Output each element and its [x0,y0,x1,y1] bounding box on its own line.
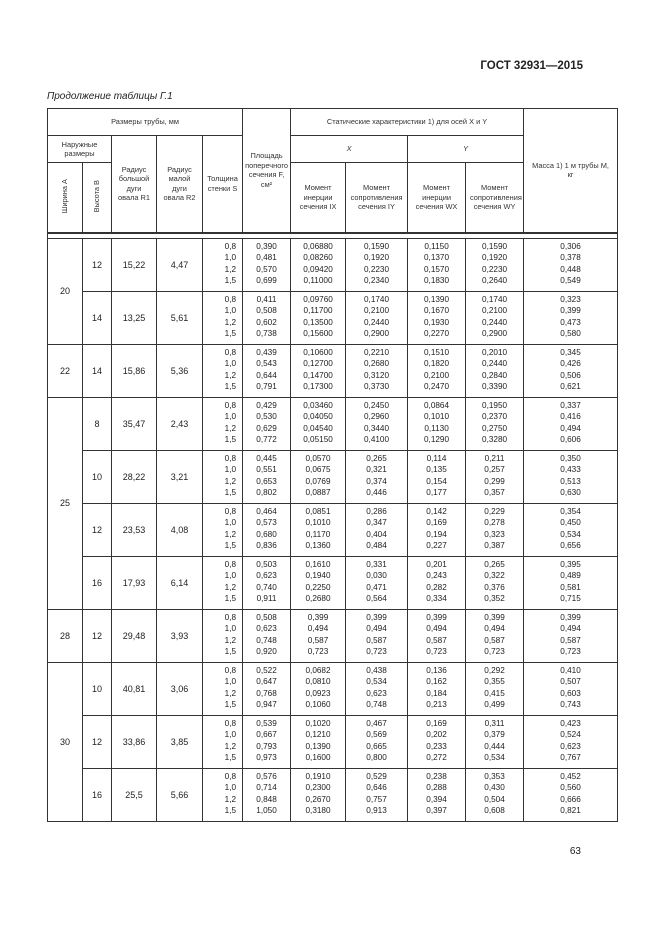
iy-values: 0,2450 0,2960 0,3440 0,4100 [346,398,408,451]
header-ix: Момент инерции сечения IX [291,163,346,233]
wx-values: 0,1390 0,1670 0,1930 0,2270 [408,292,466,345]
r1-cell: 40,81 [112,663,157,716]
iy-values: 0,265 0,321 0,374 0,446 [346,451,408,504]
mass-values: 0,345 0,426 0,506 0,621 [524,345,618,398]
ix-values: 0,0570 0,0675 0,0769 0,0887 [291,451,346,504]
area-values: 0,429 0,530 0,629 0,772 [243,398,291,451]
mass-values: 0,452 0,560 0,666 0,821 [524,769,618,822]
header-static: Статические характеристики 1) для осей X и Y [291,109,524,136]
wx-values: 0,1510 0,1820 0,2100 0,2470 [408,345,466,398]
area-values: 0,390 0,481 0,570 0,699 [243,239,291,292]
thickness-values: 0,8 1,0 1,2 1,5 [203,398,243,451]
width-cell: 28 [48,610,83,663]
table-row [48,345,618,398]
r1-cell: 13,25 [112,292,157,345]
r1-cell: 23,53 [112,504,157,557]
iy-values: 0,2210 0,2680 0,3120 0,3730 [346,345,408,398]
table-row [48,716,618,769]
wy-values: 0,311 0,379 0,444 0,534 [466,716,524,769]
header-height-text: Высота B [92,179,102,213]
header-height [83,163,112,233]
height-cell: 12 [83,239,112,292]
ix-values: 0,03460 0,04050 0,04540 0,05150 [291,398,346,451]
wx-values: 0,238 0,288 0,394 0,397 [408,769,466,822]
ix-values: 0,1020 0,1210 0,1390 0,1600 [291,716,346,769]
iy-values: 0,1590 0,1920 0,2230 0,2340 [346,239,408,292]
r1-cell: 15,86 [112,345,157,398]
area-values: 0,522 0,647 0,768 0,947 [243,663,291,716]
wy-values: 0,1950 0,2370 0,2750 0,3280 [466,398,524,451]
ix-values: 0,06880 0,08260 0,09420 0,11000 [291,239,346,292]
height-cell: 12 [83,504,112,557]
mass-values: 0,399 0,494 0,587 0,723 [524,610,618,663]
ix-values: 0,10600 0,12700 0,14700 0,17300 [291,345,346,398]
table-row [48,504,618,557]
iy-values: 0,1740 0,2100 0,2440 0,2900 [346,292,408,345]
table-row [48,557,618,610]
mass-values: 0,337 0,416 0,494 0,606 [524,398,618,451]
area-values: 0,576 0,714 0,848 1,050 [243,769,291,822]
header-mass-text: Масса 1) 1 м трубы M, кг [532,160,609,180]
r1-cell: 17,93 [112,557,157,610]
wy-values: 0,1740 0,2100 0,2440 0,2900 [466,292,524,345]
ix-values: 0,0851 0,1010 0,1170 0,1360 [291,504,346,557]
height-cell: 16 [83,557,112,610]
mass-values: 0,350 0,433 0,513 0,630 [524,451,618,504]
wx-values: 0,0864 0,1010 0,1130 0,1290 [408,398,466,451]
r2-cell: 4,08 [157,504,203,557]
r1-cell: 15,22 [112,239,157,292]
height-cell: 12 [83,716,112,769]
wy-values: 0,265 0,322 0,376 0,352 [466,557,524,610]
header-thickness: Толщина стенки S [203,136,243,233]
area-values: 0,503 0,623 0,740 0,911 [243,557,291,610]
height-cell: 10 [83,451,112,504]
header-r1: Радиус большой дуги овала R1 [112,136,157,233]
r2-cell: 3,85 [157,716,203,769]
wx-values: 0,169 0,202 0,233 0,272 [408,716,466,769]
header-wy: Момент сопротивления сечения WY [466,163,524,233]
header-outer-dims: Наружные размеры [48,136,112,163]
ix-values: 0,09760 0,11700 0,13500 0,15600 [291,292,346,345]
r2-cell: 6,14 [157,557,203,610]
iy-values: 0,286 0,347 0,404 0,484 [346,504,408,557]
mass-values: 0,323 0,399 0,473 0,580 [524,292,618,345]
area-values: 0,445 0,551 0,653 0,802 [243,451,291,504]
iy-values: 0,438 0,534 0,623 0,748 [346,663,408,716]
ix-values: 0,399 0,494 0,587 0,723 [291,610,346,663]
header-width-text: Ширина A [60,178,70,214]
area-values: 0,411 0,508 0,602 0,738 [243,292,291,345]
iy-values: 0,529 0,646 0,757 0,913 [346,769,408,822]
thickness-values: 0,8 1,0 1,2 1,5 [203,716,243,769]
thickness-values: 0,8 1,0 1,2 1,5 [203,610,243,663]
r2-cell: 3,21 [157,451,203,504]
table-row [48,239,618,292]
height-cell: 14 [83,345,112,398]
thickness-values: 0,8 1,0 1,2 1,5 [203,292,243,345]
thickness-values: 0,8 1,0 1,2 1,5 [203,557,243,610]
height-cell: 16 [83,769,112,822]
wx-values: 0,114 0,135 0,154 0,177 [408,451,466,504]
r1-cell: 35,47 [112,398,157,451]
header-iy: Момент сопротивления сечения IY [346,163,408,233]
table-row [48,610,618,663]
height-cell: 10 [83,663,112,716]
r2-cell: 3,93 [157,610,203,663]
area-values: 0,439 0,543 0,644 0,791 [243,345,291,398]
width-cell: 20 [48,239,83,345]
area-values: 0,539 0,667 0,793 0,973 [243,716,291,769]
thickness-values: 0,8 1,0 1,2 1,5 [203,239,243,292]
header-mass [524,109,618,233]
ix-values: 0,0682 0,0810 0,0923 0,1060 [291,663,346,716]
mass-values: 0,410 0,507 0,603 0,743 [524,663,618,716]
wy-values: 0,292 0,355 0,415 0,499 [466,663,524,716]
wy-values: 0,1590 0,1920 0,2230 0,2640 [466,239,524,292]
ix-values: 0,1610 0,1940 0,2250 0,2680 [291,557,346,610]
wy-values: 0,229 0,278 0,323 0,387 [466,504,524,557]
area-values: 0,464 0,573 0,680 0,836 [243,504,291,557]
r2-cell: 5,36 [157,345,203,398]
thickness-values: 0,8 1,0 1,2 1,5 [203,504,243,557]
table-body [48,239,618,822]
header-r2: Радиус малой дуги овала R2 [157,136,203,233]
iy-values: 0,467 0,569 0,665 0,800 [346,716,408,769]
header-area [243,109,291,233]
header-axis-y: Y [408,136,524,163]
wx-values: 0,399 0,494 0,587 0,723 [408,610,466,663]
document-id: ГОСТ 32931—2015 [480,60,583,72]
wx-values: 0,142 0,169 0,194 0,227 [408,504,466,557]
table-row [48,769,618,822]
header-area-text: Площадь поперечного сечения F, см² [245,151,288,189]
thickness-values: 0,8 1,0 1,2 1,5 [203,451,243,504]
table-row [48,451,618,504]
height-cell: 12 [83,610,112,663]
height-cell: 14 [83,292,112,345]
thickness-values: 0,8 1,0 1,2 1,5 [203,345,243,398]
wy-values: 0,2010 0,2440 0,2840 0,3390 [466,345,524,398]
mass-values: 0,354 0,450 0,534 0,656 [524,504,618,557]
width-cell: 22 [48,345,83,398]
table-caption: Продолжение таблицы Г.1 [47,91,173,102]
mass-values: 0,306 0,378 0,448 0,549 [524,239,618,292]
table-row [48,398,618,451]
header-wx: Момент инерции сечения WX [408,163,466,233]
table-row [48,292,618,345]
area-values: 0,508 0,623 0,748 0,920 [243,610,291,663]
table-head [48,109,618,239]
r2-cell: 5,61 [157,292,203,345]
r1-cell: 33,86 [112,716,157,769]
r2-cell: 4,47 [157,239,203,292]
r1-cell: 28,22 [112,451,157,504]
iy-values: 0,331 0,030 0,471 0,564 [346,557,408,610]
page-number: 63 [569,846,581,857]
width-cell: 30 [48,663,83,822]
table-row [48,663,618,716]
thickness-values: 0,8 1,0 1,2 1,5 [203,663,243,716]
r2-cell: 3,06 [157,663,203,716]
r1-cell: 29,48 [112,610,157,663]
iy-values: 0,399 0,494 0,587 0,723 [346,610,408,663]
height-cell: 8 [83,398,112,451]
ix-values: 0,1910 0,2300 0,2670 0,3180 [291,769,346,822]
header-width [48,163,83,233]
wx-values: 0,201 0,243 0,282 0,334 [408,557,466,610]
header-tube-dims: Размеры трубы, мм [48,109,243,136]
wy-values: 0,399 0,494 0,587 0,723 [466,610,524,663]
wx-values: 0,136 0,162 0,184 0,213 [408,663,466,716]
header-axis-x: X [291,136,408,163]
wy-values: 0,211 0,257 0,299 0,357 [466,451,524,504]
width-cell: 25 [48,398,83,610]
mass-values: 0,395 0,489 0,581 0,715 [524,557,618,610]
wy-values: 0,353 0,430 0,504 0,608 [466,769,524,822]
mass-values: 0,423 0,524 0,623 0,767 [524,716,618,769]
thickness-values: 0,8 1,0 1,2 1,5 [203,769,243,822]
r2-cell: 2,43 [157,398,203,451]
data-table [47,108,618,822]
r2-cell: 5,66 [157,769,203,822]
wx-values: 0,1150 0,1370 0,1570 0,1830 [408,239,466,292]
r1-cell: 25,5 [112,769,157,822]
